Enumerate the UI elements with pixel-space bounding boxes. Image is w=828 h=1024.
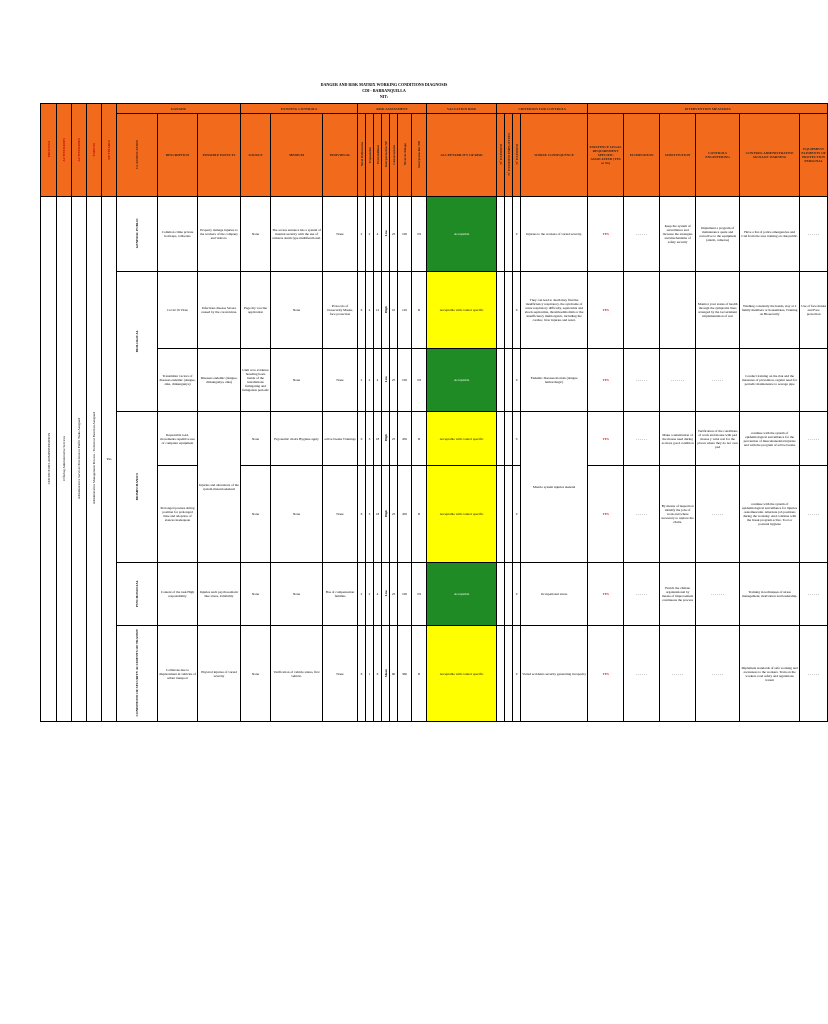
classification-text: CONDITIONS OF SECURITY ACCIDENTS OF TRANSIT bbox=[135, 629, 139, 717]
effects-cell: Diseases endemic (dengue, chikungunya, zika) bbox=[198, 349, 241, 412]
exposed-cell-a bbox=[497, 466, 505, 563]
engineering-cell: Implement a program of maintenance quale and corrective to the equipment (alarm, cameras) bbox=[696, 197, 740, 272]
interp-nr-cell: III bbox=[412, 197, 427, 272]
source-cell: None bbox=[241, 412, 271, 466]
interp-nr-cell: III bbox=[412, 349, 427, 412]
acceptability-cell: Acceptable bbox=[427, 197, 497, 272]
effects-cell: Physical injuries of varied severity bbox=[198, 626, 241, 722]
exposed-cell-b bbox=[505, 563, 513, 626]
col-ppe: EQUIPMENT ELEMENTS OF PROTECTION PERSONAL bbox=[800, 114, 828, 197]
col-probability: Probabilidad bbox=[375, 145, 380, 164]
col-exposed-employees: Nº EXPOSED EMPLOYEES bbox=[506, 133, 511, 176]
deficiency-cell: 2 bbox=[358, 563, 366, 626]
elimination-cell: - - - - - - bbox=[624, 466, 660, 563]
header-rutinaria: RUTINARIA bbox=[107, 139, 111, 160]
medium-cell: Verification of vehicle status, first vehicle. bbox=[271, 626, 323, 722]
description-cell: Collisions due to displacement in vehicles of urban transport bbox=[158, 626, 198, 722]
col-worst-consequence: WORSE CONSEQUENCE bbox=[521, 114, 588, 197]
consequence-cell: 60 bbox=[390, 626, 398, 722]
classification-text: GENERAL PUBLIC bbox=[135, 218, 139, 249]
risk-level-cell: 450 bbox=[398, 412, 412, 466]
classification-cell bbox=[117, 412, 158, 563]
legal-requirement-cell: YES bbox=[588, 412, 624, 466]
elimination-cell bbox=[624, 272, 660, 349]
routine-cell: Yes bbox=[102, 197, 117, 722]
deficiency-cell: 6 bbox=[358, 626, 366, 722]
individual-cell: None bbox=[323, 197, 358, 272]
exposure-cell: 2 bbox=[366, 349, 374, 412]
individual-cell: None bbox=[323, 626, 358, 722]
classification-cell bbox=[117, 272, 158, 412]
col-interp-np: Interpretación NP bbox=[383, 141, 388, 168]
administrative-cell: continue with the system of epidemiological surveillance for injuries osteomuscular. Alternate job positions during the workday. And continue with the break program active. Tool or postural hygiene bbox=[740, 466, 800, 563]
description-cell: Transmitter vectors of diseases endemic (dengue, zika, chikungunya) bbox=[158, 349, 198, 412]
exposed-cell-b bbox=[505, 197, 513, 272]
header-actividades-2: ACTIVIDADES bbox=[77, 137, 81, 162]
probability-cell: 4 bbox=[374, 563, 382, 626]
legal-requirement-cell: YES bbox=[588, 626, 624, 722]
source-cell: None bbox=[241, 197, 271, 272]
header-valuation-risk: VALUATION RISK bbox=[427, 104, 497, 114]
administrative-cell: Have a list of police emergencies and CAI from the area training on risk public. bbox=[740, 197, 800, 272]
interp-nr-cell: II bbox=[412, 466, 427, 563]
title-line-2: CDI - BARRANQUILLA bbox=[362, 88, 406, 93]
individual-cell: Protocols of biosecurity Masks, face protection bbox=[323, 272, 358, 349]
legal-requirement-cell: YES bbox=[588, 563, 624, 626]
exposed-cell-a bbox=[497, 412, 505, 466]
source-cell: None bbox=[241, 466, 271, 563]
source-cell: Page my vaccine application bbox=[241, 272, 271, 349]
title-line-1: DANGER AND RISK MATRIX WORKING CONDITIONS DIAGNOSIS bbox=[320, 82, 448, 87]
effects-cell: Infectious disease Severe caused by the coronavirus. bbox=[198, 272, 241, 349]
engineering-cell: Verification of the conditions of work and mouse with pad mouse y wrist rest for the places where they do not own pad bbox=[696, 412, 740, 466]
administrative-cell: Training in techniques of stress management, motivation and leadership. bbox=[740, 563, 800, 626]
exposed-total-cell: 0 bbox=[513, 466, 521, 563]
substitution-cell: - - - - - - - bbox=[660, 349, 696, 412]
risk-level-cell: 360 bbox=[398, 626, 412, 722]
exposed-cell-a bbox=[497, 272, 505, 349]
medium-cell: The access entrance has a system of internal security with the use of cameras alarm type multifunctional. bbox=[271, 197, 323, 272]
probability-cell: 4 bbox=[374, 349, 382, 412]
interp-nr-cell: II bbox=[412, 272, 427, 349]
interp-np-text: High bbox=[383, 305, 388, 314]
consequence-cell: 10 bbox=[390, 272, 398, 349]
header-danger: DANGER bbox=[117, 104, 241, 114]
interp-np-text: High bbox=[383, 509, 388, 518]
column-header-row bbox=[41, 114, 828, 197]
risk-row bbox=[41, 197, 828, 272]
legal-requirement-cell: YES bbox=[588, 197, 624, 272]
effects-cell: Injuries and alterations of the system musculoskeletal bbox=[198, 412, 241, 563]
col-exposure: Exposición bbox=[367, 146, 372, 163]
description-cell: Common crime private hold-ups, robberies bbox=[158, 197, 198, 272]
source-cell: None bbox=[241, 626, 271, 722]
administrative-cell: Washing constantly the hands, stay at 2 family members or housemates, Training on Biosecurity bbox=[740, 272, 800, 349]
col-individual: INDIVIDUAL bbox=[323, 114, 358, 197]
individual-cell: None bbox=[323, 466, 358, 563]
acceptability-cell: Acceptable with control specific bbox=[427, 272, 497, 349]
exposed-total-cell: 0 bbox=[513, 272, 521, 349]
legal-requirement-cell: YES bbox=[588, 272, 624, 349]
header-intervention: INTERVENTION MEASURES bbox=[588, 104, 828, 114]
engineering-cell: - - - - - - - bbox=[696, 563, 740, 626]
classification-cell bbox=[117, 626, 158, 722]
exposed-cell-a bbox=[497, 197, 505, 272]
risk-row bbox=[41, 349, 828, 412]
risk-level-cell: 100 bbox=[398, 349, 412, 412]
worst-consequence-cell: Varied accidents severity generating incapacity bbox=[521, 626, 588, 722]
col-medium: MEDIUM bbox=[271, 114, 323, 197]
classification-text: PSYCHOSOCIAL bbox=[135, 579, 139, 608]
exposure-cell: 1 bbox=[366, 626, 374, 722]
activity-detail-cell-text: Administrative Services Provision to Fulfill Tasks Assigned bbox=[77, 417, 81, 500]
legal-requirement-cell: YES bbox=[588, 349, 624, 412]
description-cell: Content of the task High responsibility bbox=[158, 563, 198, 626]
exposed-total-cell: 0 bbox=[513, 626, 521, 722]
exposed-total-cell: 0 bbox=[513, 349, 521, 412]
header-actividades-1: ACTIVIDADES bbox=[62, 137, 66, 162]
effects-cell: Injuries such psychosomatic like stress, irritability bbox=[198, 563, 241, 626]
activity-cell bbox=[57, 197, 72, 722]
exposed-cell-b bbox=[505, 349, 513, 412]
header-group-row bbox=[41, 104, 828, 114]
probability-cell: 6 bbox=[374, 626, 382, 722]
risk-level-cell: 100 bbox=[398, 563, 412, 626]
ppe-cell: - - - - - - bbox=[800, 563, 828, 626]
col-classification: CLASSIFICATION bbox=[135, 140, 139, 169]
administrative-cell: continue with the system of epidemiological surveillance for the prevention of musculoskeletal injuries and with the program of active breaks bbox=[740, 412, 800, 466]
exposed-cell-a bbox=[497, 349, 505, 412]
consequence-cell: 25 bbox=[390, 197, 398, 272]
interp-np-cell bbox=[382, 563, 390, 626]
col-exposed: Nº EXPOSED bbox=[498, 144, 503, 165]
process-cell bbox=[41, 197, 57, 722]
interp-np-cell bbox=[382, 626, 390, 722]
substitution-cell: - - - - - - bbox=[660, 626, 696, 722]
interp-np-cell bbox=[382, 412, 390, 466]
probability-cell: 12 bbox=[374, 272, 382, 349]
col-interp-nr: Interpretación NR bbox=[417, 141, 422, 168]
individual-cell: None bbox=[323, 349, 358, 412]
col-deficiency: Nivel Deficiencia bbox=[359, 142, 364, 167]
classification-text: BIOMECHANICS bbox=[135, 472, 139, 501]
interp-np-cell bbox=[382, 466, 390, 563]
acceptability-cell: Acceptable bbox=[427, 349, 497, 412]
exposure-cell: 3 bbox=[366, 412, 374, 466]
individual-cell: active breaks Trainings bbox=[323, 412, 358, 466]
ppe-cell: - - - - - - bbox=[800, 466, 828, 563]
engineering-cell: - - - - - - bbox=[696, 349, 740, 412]
elimination-cell: - - - - - - bbox=[624, 626, 660, 722]
classification-cell bbox=[117, 563, 158, 626]
medium-cell: Ergonomic chairs Hygiene apply bbox=[271, 412, 323, 466]
task-cell bbox=[87, 197, 102, 722]
interp-np-text: Low bbox=[383, 376, 388, 383]
deficiency-cell: 6 bbox=[358, 272, 366, 349]
substitution-cell: Make a substitution of the mouse used during as more good condition bbox=[660, 412, 696, 466]
col-exposed-total: Nº EXPOSED bbox=[514, 144, 519, 165]
exposed-cell-a bbox=[497, 626, 505, 722]
exposed-cell-a bbox=[497, 563, 505, 626]
medium-cell: None bbox=[271, 349, 323, 412]
worst-consequence-cell: Injuries to the workers of varied severity. bbox=[521, 197, 588, 272]
effects-cell: Property damage injuries to the workers of the company and visitors. bbox=[198, 197, 241, 272]
administrative-cell: Conduct training on the risk and the measures of prevention, regular need for periodic maintenance to sewage pipe bbox=[740, 349, 800, 412]
engineering-cell: - - - - - - bbox=[696, 466, 740, 563]
exposure-cell: 3 bbox=[366, 466, 374, 563]
interp-nr-cell: II bbox=[412, 412, 427, 466]
exposed-total-cell: 0 bbox=[513, 412, 521, 466]
ppe-cell: - - - - - - bbox=[800, 626, 828, 722]
medium-cell: None bbox=[271, 466, 323, 563]
acceptability-cell: Acceptable with control specific bbox=[427, 466, 497, 563]
substitution-cell: Keep the system of surveillance and increase the strategies and mechanisms of safety security bbox=[660, 197, 696, 272]
risk-row bbox=[41, 626, 828, 722]
acceptability-cell: Acceptable with control specific bbox=[427, 626, 497, 722]
ppe-cell: - - - - - - bbox=[800, 412, 828, 466]
exposed-total-cell: 0 bbox=[513, 563, 521, 626]
header-proceso: PROCESO bbox=[46, 141, 51, 158]
header-risk-assessment: RISK ASSESSMENT bbox=[358, 104, 427, 114]
exposed-total-cell: 0 bbox=[513, 197, 521, 272]
interp-np-cell bbox=[382, 349, 390, 412]
acceptability-cell: Acceptable with control specific bbox=[427, 412, 497, 466]
risk-row bbox=[41, 466, 828, 563]
activity-detail-cell bbox=[72, 197, 87, 722]
consequence-cell: 25 bbox=[390, 466, 398, 563]
deficiency-cell: 2 bbox=[358, 349, 366, 412]
classification-cell bbox=[117, 197, 158, 272]
probability-cell: 4 bbox=[374, 197, 382, 272]
engineering-cell: - - - - - - bbox=[696, 626, 740, 722]
col-effects: POSSIBLE EFFECTS bbox=[198, 114, 241, 197]
risk-row bbox=[41, 412, 828, 466]
col-elimination: ELIMINATION bbox=[624, 114, 660, 197]
source-cell: Until now evidence breeding hosts inside of the installations fumigating and fumigation periodic bbox=[241, 349, 271, 412]
col-description: DESCRIPTION bbox=[158, 114, 198, 197]
interp-np-text: Low bbox=[383, 590, 388, 597]
risk-matrix-table bbox=[40, 103, 828, 722]
probability-cell: 18 bbox=[374, 466, 382, 563]
interp-np-text: Mean bbox=[383, 668, 388, 678]
exposure-cell: 2 bbox=[366, 563, 374, 626]
source-cell: None bbox=[241, 563, 271, 626]
col-administrative: CONTROL ADMINISTRATIVE SIGNAGE WARNING bbox=[740, 114, 800, 197]
risk-level-cell: 120 bbox=[398, 272, 412, 349]
description-cell: Covid 19 Virus bbox=[158, 272, 198, 349]
worst-consequence-cell: They can lead to death they find the insufficiency respiratory, the syndrome of acute respiratory difficulty, septicemia and shock septicemia, thromboembolism or the insufficiency multiorganic, including the cardiac, liver injuries and renal. bbox=[521, 272, 588, 349]
individual-cell: Bas of compensation families bbox=[323, 563, 358, 626]
task-cell-text: Administrative Management Process - Technical Function Assigned bbox=[92, 412, 96, 505]
ppe-cell: Use of face masks and Face protection bbox=[800, 272, 828, 349]
elimination-cell: - - - - - - bbox=[624, 563, 660, 626]
header-existing-controls: EXISTING CONTROLS bbox=[241, 104, 358, 114]
interp-nr-cell: III bbox=[412, 563, 427, 626]
classification-text: BIOLOGICAL bbox=[135, 329, 139, 353]
col-consequence: Consecuencia bbox=[391, 144, 396, 165]
header-criterion: CRITERION FOR CONTROLS bbox=[497, 104, 588, 114]
substitution-cell: Enrich the climate organizational by means of improvement continuous the process bbox=[660, 563, 696, 626]
elimination-cell: - - - - - - bbox=[624, 412, 660, 466]
medium-cell: None bbox=[271, 272, 323, 349]
col-risk-level: Nivel de Riesgo bbox=[402, 143, 407, 166]
col-acceptability: ACCEPTABILITY OF RISK bbox=[427, 114, 497, 197]
probability-cell: 18 bbox=[374, 412, 382, 466]
engineering-cell: Monitor your status of health through the symptoms lines arranged by the Government implementation of test bbox=[696, 272, 740, 349]
worst-consequence-cell: Endemic diseases mortals (dengue hemorrhagic) bbox=[521, 349, 588, 412]
exposed-cell-b bbox=[505, 466, 513, 563]
exposed-cell-b bbox=[505, 412, 513, 466]
substitution-cell: By means of inspection identify the jobs of work and where necessary to replace the chairs. bbox=[660, 466, 696, 563]
administrative-cell: Implement standards of safe working and awareness to the workers. Train on the workers road safety and regulations transit bbox=[740, 626, 800, 722]
title-line-3: NIT: bbox=[379, 94, 389, 99]
exposure-cell: 2 bbox=[366, 197, 374, 272]
elimination-cell: - - - - - - bbox=[624, 349, 660, 412]
exposed-cell-b bbox=[505, 272, 513, 349]
acceptability-cell: Acceptable bbox=[427, 563, 497, 626]
deficiency-cell: 6 bbox=[358, 412, 366, 466]
risk-level-cell: 100 bbox=[398, 197, 412, 272]
exposed-cell-b bbox=[505, 626, 513, 722]
description-cell: Prolonged posture sitting position for prolonged time and adoption of stances inadequate bbox=[158, 466, 198, 563]
interp-np-text: Low bbox=[383, 230, 388, 237]
elimination-cell: - - - - - - bbox=[624, 197, 660, 272]
deficiency-cell: 2 bbox=[358, 197, 366, 272]
medium-cell: None bbox=[271, 563, 323, 626]
ppe-cell: - - - - - - bbox=[800, 197, 828, 272]
substitution-cell bbox=[660, 272, 696, 349]
risk-level-cell: 450 bbox=[398, 466, 412, 563]
consequence-cell: 25 bbox=[390, 349, 398, 412]
ppe-cell bbox=[800, 349, 828, 412]
interp-np-cell bbox=[382, 197, 390, 272]
exposure-cell: 2 bbox=[366, 272, 374, 349]
worst-consequence-cell: Muscle system injuries skeletal bbox=[521, 412, 588, 563]
deficiency-cell: 6 bbox=[358, 466, 366, 563]
consequence-cell: 25 bbox=[390, 412, 398, 466]
header-tareas: TAREAS bbox=[92, 142, 96, 157]
worst-consequence-cell: Occupational stress bbox=[521, 563, 588, 626]
risk-row bbox=[41, 272, 828, 349]
activity-cell-text: Offering Administrative Services bbox=[62, 436, 66, 481]
interp-np-text: High bbox=[383, 434, 388, 442]
interp-np-cell bbox=[382, 272, 390, 349]
consequence-cell: 25 bbox=[390, 563, 398, 626]
col-engineering: CONTROLS ENGINEERING bbox=[696, 114, 740, 197]
interp-nr-cell: II bbox=[412, 626, 427, 722]
process-cell-text: CDI SECTORS ADMINISTRATION bbox=[46, 432, 51, 485]
col-legal-requirement: EXISTENCE LEGAL REQUIREMENT SPECIFIC ASSOCIATED (YES or No) bbox=[588, 114, 624, 197]
col-source: SOURCE bbox=[241, 114, 271, 197]
risk-row bbox=[41, 563, 828, 626]
description-cell: Repeatable load, movements repetitive use of computer equipment bbox=[158, 412, 198, 466]
legal-requirement-cell: YES bbox=[588, 466, 624, 563]
col-substitution: SUBSTITUTION bbox=[660, 114, 696, 197]
